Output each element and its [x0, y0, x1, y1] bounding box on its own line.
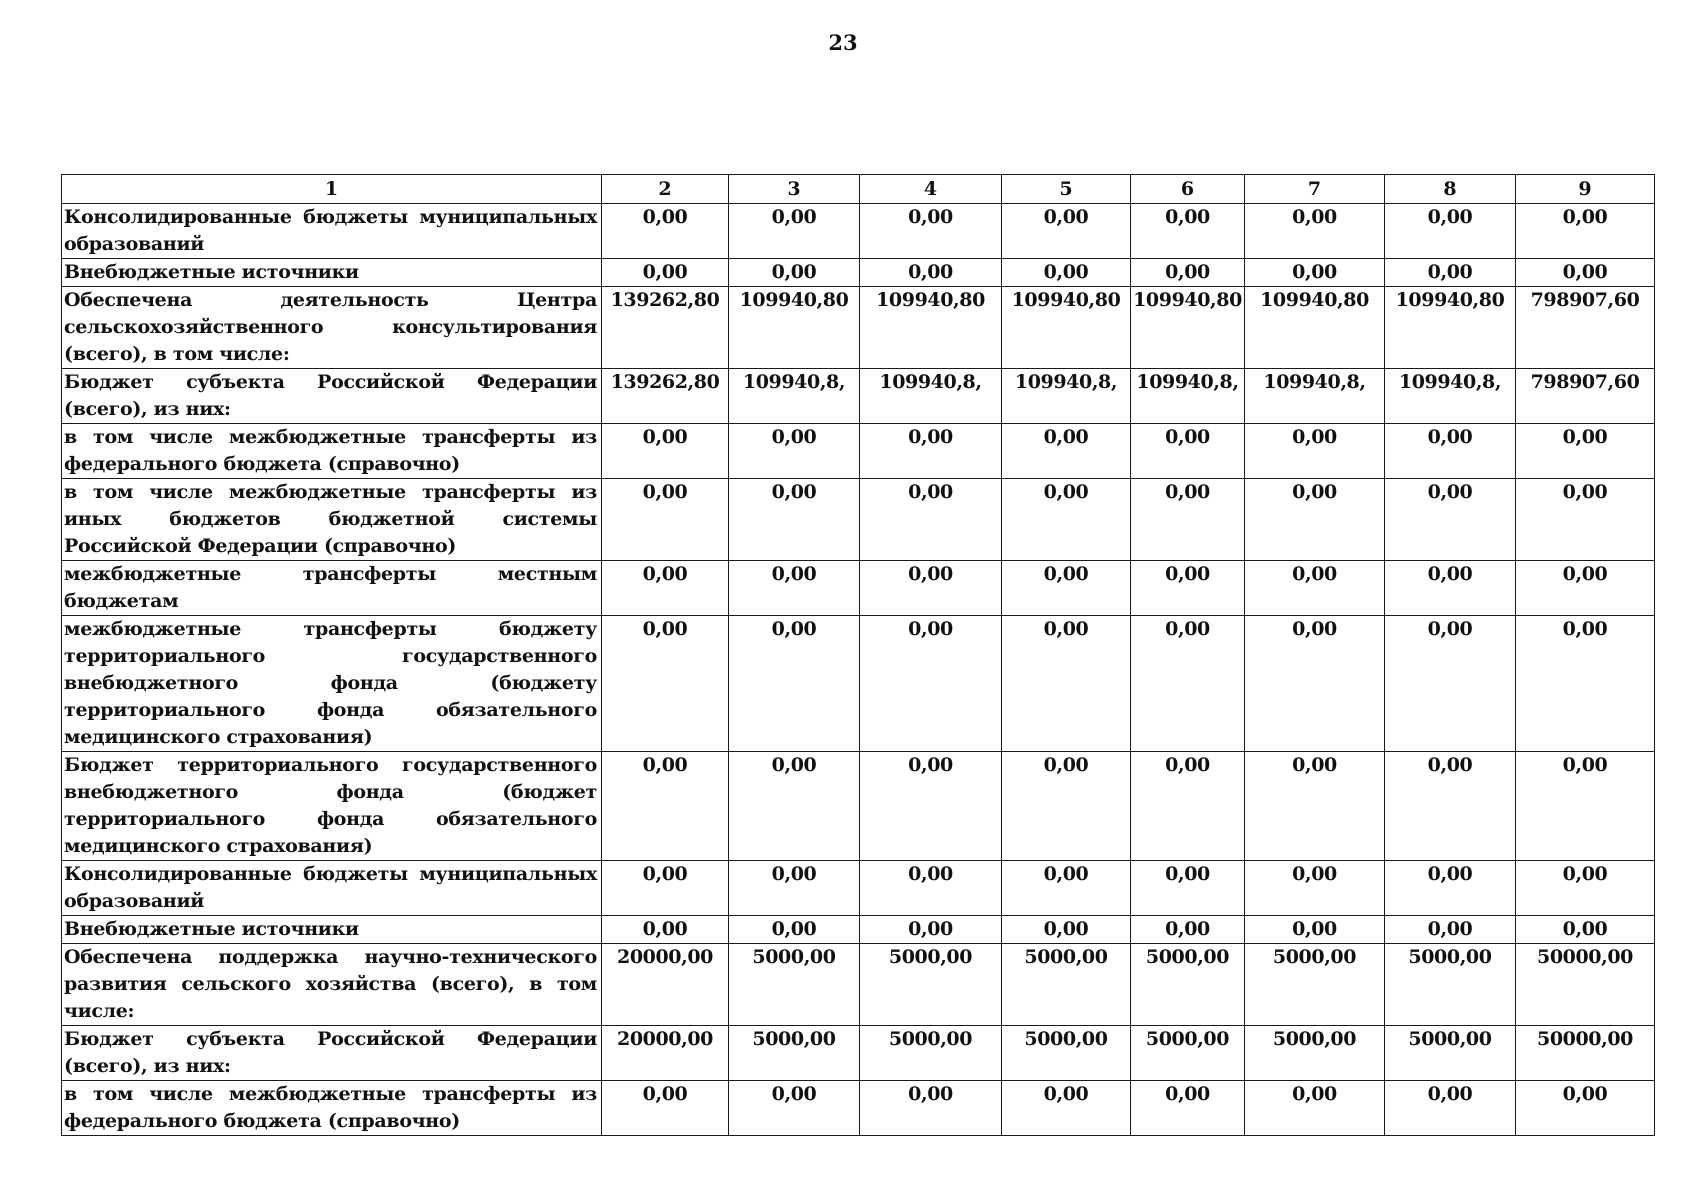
- value-cell-col-6: 5000,00: [1131, 944, 1245, 1026]
- value-cell-col-8: 0,00: [1385, 752, 1516, 861]
- value-cell-col-5: 0,00: [1002, 259, 1131, 287]
- value-cell-col-9: 0,00: [1516, 479, 1655, 561]
- value-cell-col-5: 0,00: [1002, 916, 1131, 944]
- value-cell-col-3: 0,00: [729, 752, 860, 861]
- value-cell-col-3: 0,00: [729, 616, 860, 752]
- value-cell-col-5: 5000,00: [1002, 944, 1131, 1026]
- value-cell-col-5: 109940,8,: [1002, 369, 1131, 424]
- value-cell-col-9: 0,00: [1516, 916, 1655, 944]
- table-row: [62, 204, 1655, 259]
- value-cell-col-5: 0,00: [1002, 752, 1131, 861]
- value-cell-col-8: 109940,8,: [1385, 369, 1516, 424]
- value-cell-col-4: 0,00: [860, 616, 1002, 752]
- row-label: в том числе межбюджетные трансферты из иных бюджетов бюджетной системы Российской Федерации (справочно): [62, 479, 602, 561]
- value-cell-col-6: 0,00: [1131, 259, 1245, 287]
- value-cell-col-9: 50000,00: [1516, 1026, 1655, 1081]
- value-cell-col-5: 0,00: [1002, 561, 1131, 616]
- value-cell-col-7: 0,00: [1245, 752, 1385, 861]
- row-label: Обеспечена деятельность Центра сельскохозяйственного консультирования (всего), в том числе:: [62, 287, 602, 369]
- column-number-4: 4: [860, 175, 1002, 204]
- table-row: [62, 616, 1655, 752]
- value-cell-col-9: 0,00: [1516, 752, 1655, 861]
- value-cell-col-2: 0,00: [602, 916, 729, 944]
- table-row: [62, 1026, 1655, 1081]
- table-row: [62, 752, 1655, 861]
- value-cell-col-7: 0,00: [1245, 204, 1385, 259]
- value-cell-col-3: 0,00: [729, 1081, 860, 1136]
- value-cell-col-4: 0,00: [860, 479, 1002, 561]
- value-cell-col-2: 0,00: [602, 861, 729, 916]
- value-cell-col-7: 0,00: [1245, 916, 1385, 944]
- value-cell-col-3: 0,00: [729, 479, 860, 561]
- value-cell-col-5: 0,00: [1002, 861, 1131, 916]
- value-cell-col-9: 0,00: [1516, 861, 1655, 916]
- value-cell-col-6: 0,00: [1131, 861, 1245, 916]
- value-cell-col-8: 0,00: [1385, 204, 1516, 259]
- value-cell-col-6: 109940,80: [1131, 287, 1245, 369]
- table-row: [62, 369, 1655, 424]
- value-cell-col-3: 109940,8,: [729, 369, 860, 424]
- value-cell-col-8: 0,00: [1385, 916, 1516, 944]
- row-label: в том числе межбюджетные трансферты из федерального бюджета (справочно): [62, 424, 602, 479]
- table-row: [62, 861, 1655, 916]
- value-cell-col-5: 0,00: [1002, 204, 1131, 259]
- value-cell-col-2: 0,00: [602, 479, 729, 561]
- value-cell-col-2: 139262,80: [602, 369, 729, 424]
- table-body: [62, 204, 1655, 1136]
- value-cell-col-4: 5000,00: [860, 1026, 1002, 1081]
- value-cell-col-6: 0,00: [1131, 561, 1245, 616]
- value-cell-col-2: 139262,80: [602, 287, 729, 369]
- value-cell-col-6: 0,00: [1131, 916, 1245, 944]
- row-label: межбюджетные трансферты бюджету территориального государственного внебюджетного фонда (бюджету территориального фонда обязательного медицинского страхования): [62, 616, 602, 752]
- value-cell-col-4: 0,00: [860, 204, 1002, 259]
- value-cell-col-3: 109940,80: [729, 287, 860, 369]
- row-label: Консолидированные бюджеты муниципальных образований: [62, 861, 602, 916]
- value-cell-col-4: 0,00: [860, 259, 1002, 287]
- value-cell-col-9: 50000,00: [1516, 944, 1655, 1026]
- value-cell-col-7: 0,00: [1245, 1081, 1385, 1136]
- value-cell-col-8: 0,00: [1385, 861, 1516, 916]
- value-cell-col-2: 0,00: [602, 424, 729, 479]
- value-cell-col-3: 5000,00: [729, 944, 860, 1026]
- value-cell-col-7: 109940,80: [1245, 287, 1385, 369]
- row-label: Консолидированные бюджеты муниципальных образований: [62, 204, 602, 259]
- row-label: Внебюджетные источники: [62, 259, 602, 287]
- value-cell-col-9: 798907,60: [1516, 369, 1655, 424]
- table-row: [62, 479, 1655, 561]
- value-cell-col-3: 0,00: [729, 424, 860, 479]
- column-number-7: 7: [1245, 175, 1385, 204]
- column-number-5: 5: [1002, 175, 1131, 204]
- value-cell-col-2: 0,00: [602, 204, 729, 259]
- value-cell-col-9: 0,00: [1516, 259, 1655, 287]
- value-cell-col-3: 5000,00: [729, 1026, 860, 1081]
- value-cell-col-4: 0,00: [860, 752, 1002, 861]
- value-cell-col-3: 0,00: [729, 561, 860, 616]
- column-number-2: 2: [602, 175, 729, 204]
- value-cell-col-2: 0,00: [602, 561, 729, 616]
- value-cell-col-2: 0,00: [602, 616, 729, 752]
- value-cell-col-6: 0,00: [1131, 752, 1245, 861]
- value-cell-col-8: 0,00: [1385, 479, 1516, 561]
- value-cell-col-7: 0,00: [1245, 259, 1385, 287]
- table-row: [62, 424, 1655, 479]
- table-row: [62, 259, 1655, 287]
- page-number: 23: [828, 30, 858, 55]
- column-number-6: 6: [1131, 175, 1245, 204]
- value-cell-col-5: 0,00: [1002, 1081, 1131, 1136]
- value-cell-col-8: 0,00: [1385, 259, 1516, 287]
- value-cell-col-3: 0,00: [729, 861, 860, 916]
- value-cell-col-7: 0,00: [1245, 424, 1385, 479]
- table-row: [62, 287, 1655, 369]
- value-cell-col-5: 0,00: [1002, 616, 1131, 752]
- column-number-row: [62, 175, 1655, 204]
- value-cell-col-4: 109940,8,: [860, 369, 1002, 424]
- value-cell-col-8: 0,00: [1385, 1081, 1516, 1136]
- column-number-1: 1: [62, 175, 602, 204]
- value-cell-col-7: 0,00: [1245, 561, 1385, 616]
- column-number-9: 9: [1516, 175, 1655, 204]
- value-cell-col-3: 0,00: [729, 204, 860, 259]
- value-cell-col-8: 5000,00: [1385, 1026, 1516, 1081]
- value-cell-col-4: 0,00: [860, 561, 1002, 616]
- row-label: Бюджет субъекта Российской Федерации (всего), из них:: [62, 369, 602, 424]
- value-cell-col-6: 5000,00: [1131, 1026, 1245, 1081]
- value-cell-col-7: 109940,8,: [1245, 369, 1385, 424]
- value-cell-col-7: 0,00: [1245, 479, 1385, 561]
- value-cell-col-8: 0,00: [1385, 561, 1516, 616]
- value-cell-col-9: 0,00: [1516, 204, 1655, 259]
- value-cell-col-9: 0,00: [1516, 1081, 1655, 1136]
- value-cell-col-3: 0,00: [729, 916, 860, 944]
- row-label: Бюджет территориального государственного внебюджетного фонда (бюджет территориального фонда обязательного медицинского страхования): [62, 752, 602, 861]
- value-cell-col-9: 0,00: [1516, 561, 1655, 616]
- value-cell-col-6: 0,00: [1131, 204, 1245, 259]
- value-cell-col-5: 109940,80: [1002, 287, 1131, 369]
- value-cell-col-9: 798907,60: [1516, 287, 1655, 369]
- value-cell-col-7: 0,00: [1245, 616, 1385, 752]
- value-cell-col-6: 109940,8,: [1131, 369, 1245, 424]
- value-cell-col-7: 5000,00: [1245, 944, 1385, 1026]
- table-row: [62, 916, 1655, 944]
- budget-table: [61, 174, 1655, 1136]
- value-cell-col-4: 0,00: [860, 916, 1002, 944]
- value-cell-col-5: 5000,00: [1002, 1026, 1131, 1081]
- row-label: Внебюджетные источники: [62, 916, 602, 944]
- value-cell-col-7: 5000,00: [1245, 1026, 1385, 1081]
- value-cell-col-7: 0,00: [1245, 861, 1385, 916]
- value-cell-col-4: 0,00: [860, 1081, 1002, 1136]
- table-row: [62, 561, 1655, 616]
- value-cell-col-4: 0,00: [860, 424, 1002, 479]
- value-cell-col-4: 109940,80: [860, 287, 1002, 369]
- table-row: [62, 1081, 1655, 1136]
- row-label: Обеспечена поддержка научно-технического развития сельского хозяйства (всего), в том числе:: [62, 944, 602, 1026]
- value-cell-col-6: 0,00: [1131, 616, 1245, 752]
- row-label: межбюджетные трансферты местным бюджетам: [62, 561, 602, 616]
- value-cell-col-5: 0,00: [1002, 424, 1131, 479]
- value-cell-col-6: 0,00: [1131, 424, 1245, 479]
- value-cell-col-6: 0,00: [1131, 479, 1245, 561]
- value-cell-col-9: 0,00: [1516, 616, 1655, 752]
- value-cell-col-8: 109940,80: [1385, 287, 1516, 369]
- value-cell-col-2: 0,00: [602, 259, 729, 287]
- row-label: в том числе межбюджетные трансферты из федерального бюджета (справочно): [62, 1081, 602, 1136]
- value-cell-col-6: 0,00: [1131, 1081, 1245, 1136]
- value-cell-col-2: 20000,00: [602, 944, 729, 1026]
- value-cell-col-2: 0,00: [602, 1081, 729, 1136]
- value-cell-col-8: 0,00: [1385, 616, 1516, 752]
- value-cell-col-8: 0,00: [1385, 424, 1516, 479]
- column-number-3: 3: [729, 175, 860, 204]
- table-row: [62, 944, 1655, 1026]
- row-label: Бюджет субъекта Российской Федерации (всего), из них:: [62, 1026, 602, 1081]
- value-cell-col-4: 0,00: [860, 861, 1002, 916]
- value-cell-col-2: 0,00: [602, 752, 729, 861]
- value-cell-col-2: 20000,00: [602, 1026, 729, 1081]
- value-cell-col-8: 5000,00: [1385, 944, 1516, 1026]
- value-cell-col-3: 0,00: [729, 259, 860, 287]
- value-cell-col-5: 0,00: [1002, 479, 1131, 561]
- value-cell-col-9: 0,00: [1516, 424, 1655, 479]
- column-number-8: 8: [1385, 175, 1516, 204]
- value-cell-col-4: 5000,00: [860, 944, 1002, 1026]
